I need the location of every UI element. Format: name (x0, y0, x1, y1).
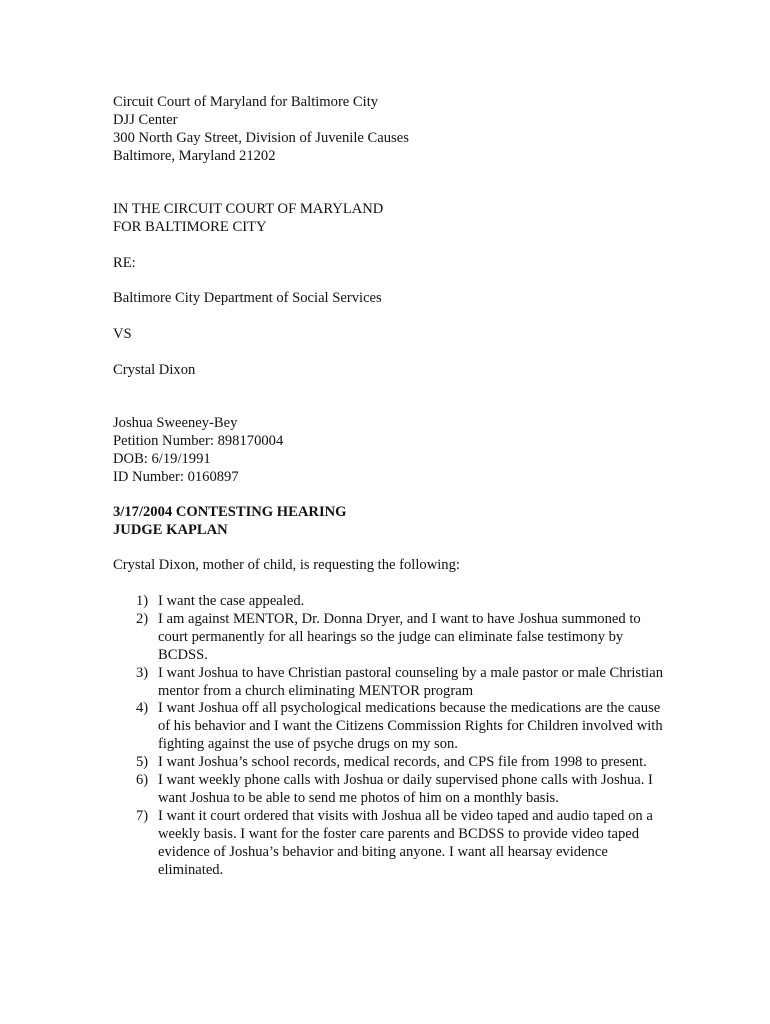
court-heading (113, 201, 673, 237)
hearing-judge: JUDGE KAPLAN (113, 521, 228, 538)
request-text: I want it court ordered that visits with Joshua all be video taped and audio taped on a weekly basis. I want for the foster care parents and BCDSS to provide video taped evidence of Joshua’s behavior and biting anyone. I want all hearsay evidence eliminated. (158, 807, 653, 878)
party-plaintiff-text: Baltimore City Department of Social Services (113, 290, 382, 306)
request-item (113, 700, 673, 754)
party-defendant (113, 362, 673, 380)
court-address-line-4: Baltimore, Maryland 21202 (113, 147, 276, 164)
date-of-birth: DOB: 6/19/1991 (113, 450, 211, 467)
petition-number: Petition Number: 898170004 (113, 432, 284, 449)
request-number: 3) (136, 664, 149, 681)
request-number: 2) (136, 610, 149, 627)
request-item (113, 665, 673, 701)
versus-label (113, 326, 673, 344)
party-plaintiff (113, 290, 673, 308)
request-item (113, 593, 673, 611)
request-item (113, 611, 673, 665)
court-address (113, 94, 673, 166)
re-label (113, 255, 673, 273)
id-number: ID Number: 0160897 (113, 468, 239, 485)
party-defendant-text: Crystal Dixon (113, 362, 196, 378)
court-address-line-1: Circuit Court of Maryland for Baltimore City (113, 94, 379, 110)
court-address-line-3: 300 North Gay Street, Division of Juvenile Causes (113, 129, 409, 146)
child-info (113, 415, 673, 487)
versus-text: VS (113, 326, 132, 342)
request-item (113, 754, 673, 772)
request-number: 6) (136, 772, 149, 789)
request-text: I want Joshua off all psychological medications because the medications are the cause of his behavior and I want the Citizens Commission Rights for Children involved with fighting against the use of psyche drugs on my son. (158, 700, 663, 753)
request-text: I am against MENTOR, Dr. Donna Dryer, and I want to have Joshua summoned to court permanently for all hearings so the judge can eliminate false testimony by BCDSS. (158, 610, 641, 663)
court-heading-line-2: FOR BALTIMORE CITY (113, 218, 267, 235)
request-number: 7) (136, 807, 149, 824)
request-item (113, 808, 673, 880)
re-label-text: RE: (113, 255, 136, 271)
hearing-title: 3/17/2004 CONTESTING HEARING (113, 504, 347, 520)
request-intro-text: Crystal Dixon, mother of child, is requesting the following: (113, 557, 460, 573)
court-heading-line-1: IN THE CIRCUIT COURT OF MARYLAND (113, 201, 384, 217)
request-list (113, 593, 673, 880)
request-item (113, 772, 673, 808)
request-text: I want weekly phone calls with Joshua or daily supervised phone calls with Joshua. I want Joshua to be able to send me photos of him on a monthly basis. (158, 772, 653, 806)
request-number: 4) (136, 700, 149, 717)
child-name: Joshua Sweeney-Bey (113, 415, 238, 431)
hearing-heading (113, 504, 673, 540)
request-text: I want Joshua to have Christian pastoral counseling by a male pastor or male Christian mentor from a church eliminating MENTOR program (158, 664, 663, 699)
request-number: 1) (136, 593, 149, 609)
request-text: I want the case appealed. (158, 593, 305, 609)
request-number: 5) (136, 754, 149, 771)
court-address-line-2: DJJ Center (113, 111, 178, 128)
request-text: I want Joshua’s school records, medical records, and CPS file from 1998 to present. (158, 754, 647, 771)
request-intro (113, 557, 673, 575)
